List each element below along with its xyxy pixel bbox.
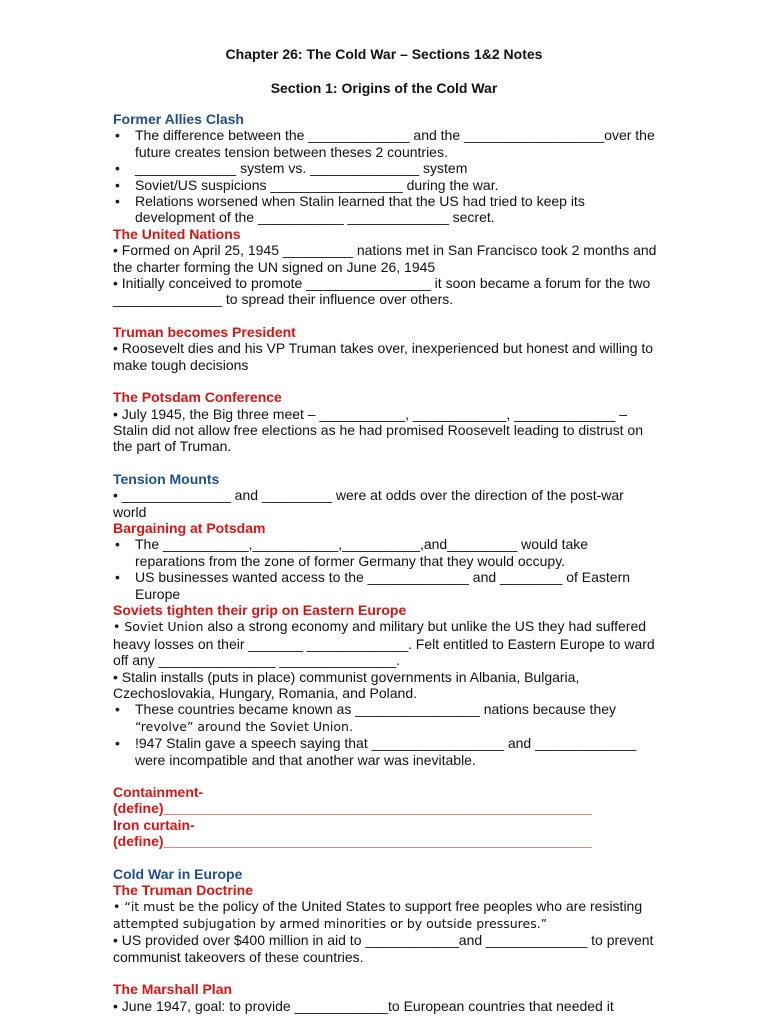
heading-truman-doctrine: The Truman Doctrine <box>113 882 254 899</box>
list-item: • The difference between the _____________ and the __________________over the future creates tension between theses 2 countries. <box>113 127 658 160</box>
section-title: Section 1: Origins of the Cold War <box>270 80 498 96</box>
list-item: • _____________ system vs. ______________ system <box>113 160 658 176</box>
document-title: Chapter 26: The Cold War – Sections 1&2 Notes <box>225 46 543 62</box>
heading-soviets-grip: Soviets tighten their grip on Eastern Europe <box>113 601 407 618</box>
heading-bargaining: Bargaining at Potsdam <box>113 519 266 536</box>
marshall-line-1: • June 1947, goal: to provide ____________to European countries that needed it <box>113 997 614 1014</box>
soviets-bullet-1-quote: “revolve” around the Soviet Union. <box>135 718 353 734</box>
heading-tension: Tension Mounts <box>113 470 220 487</box>
list-item: • US businesses wanted access to the _____________ and ________ of Eastern Europe <box>113 569 658 602</box>
heading-potsdam: The Potsdam Conference <box>113 389 282 406</box>
doctrine-quote-second: attempted subjugation by armed minorities or by outside pressures.” <box>113 915 548 931</box>
tension-line-1: • ______________ and _________ were at odds over the direction of the post-war world <box>113 487 624 520</box>
soviets-line-1-rest: also a strong economy and military but unlike the US they had suffered heavy losses on their _______ _____________. Felt entitled to Eastern Europe to ward off any _______________ _______________. <box>113 618 655 669</box>
notes-content <box>113 111 658 1014</box>
bargaining-list <box>113 536 658 602</box>
doctrine-quote-main: policy of the United States to support free peoples who are resisting <box>218 898 643 915</box>
doctrine-line-2: • US provided over $400 million in aid to ____________and _____________ to prevent communist takeovers of these countries. <box>113 932 654 965</box>
former-allies-list <box>113 127 658 225</box>
list-item: • The ___________,___________,__________,and_________ would take reparations from the zone of former Germany that they would occupy. <box>113 536 658 569</box>
soviets-line-2: • Stalin installs (puts in place) communist governments in Albania, Bulgaria, Czechoslovakia, Hungary, Romania, and Poland. <box>113 668 580 701</box>
potsdam-line-1: • July 1945, the Big three meet – ___________, ____________, _____________ – Stalin did not allow free elections as he had promised Roosevelt leading to distrust on the part of Truman. <box>113 405 643 455</box>
truman-line-1: • Roosevelt dies and his VP Truman takes over, inexperienced but honest and willing to make tough decisions <box>113 340 654 373</box>
soviets-line-1-prefix: • Soviet Union <box>113 619 204 635</box>
list-item: • Relations worsened when Stalin learned that the US had tried to keep its development of the ___________ _____________ secret. <box>113 193 658 226</box>
un-line-1: • Formed on April 25, 1945 _________ nations met in San Francisco took 2 months and the charter forming the UN signed on June 26, 1945 <box>113 242 657 275</box>
iron-curtain-define: Iron curtain-(define)_______________________________________________________ <box>113 816 592 850</box>
containment-define: Containment-(define)_______________________________________________________ <box>113 784 592 817</box>
heading-truman-president: Truman becomes President <box>113 323 296 340</box>
un-line-2: • Initially conceived to promote ________________ it soon became a forum for the two ______________ to spread their influence over others. <box>113 275 651 308</box>
heading-marshall-plan: The Marshall Plan <box>113 981 233 998</box>
list-item <box>113 701 658 735</box>
soviets-line-1 <box>113 618 658 668</box>
doctrine-quote-prefix: • “it must be the <box>113 899 219 915</box>
heading-united-nations: The United Nations <box>113 225 241 242</box>
list-item: • !947 Stalin gave a speech saying that _________________ and _____________ were incompatible and that another war was inevitable. <box>113 735 658 768</box>
list-item: • Soviet/US suspicions _________________ during the war. <box>113 177 658 193</box>
heading-former-allies: Former Allies Clash <box>113 111 244 127</box>
heading-cold-war-europe: Cold War in Europe <box>113 865 243 882</box>
soviets-list <box>113 701 658 768</box>
doctrine-quote-line <box>113 898 658 915</box>
soviets-bullet-1-main: These countries became known as ________________ nations because they <box>135 701 617 718</box>
